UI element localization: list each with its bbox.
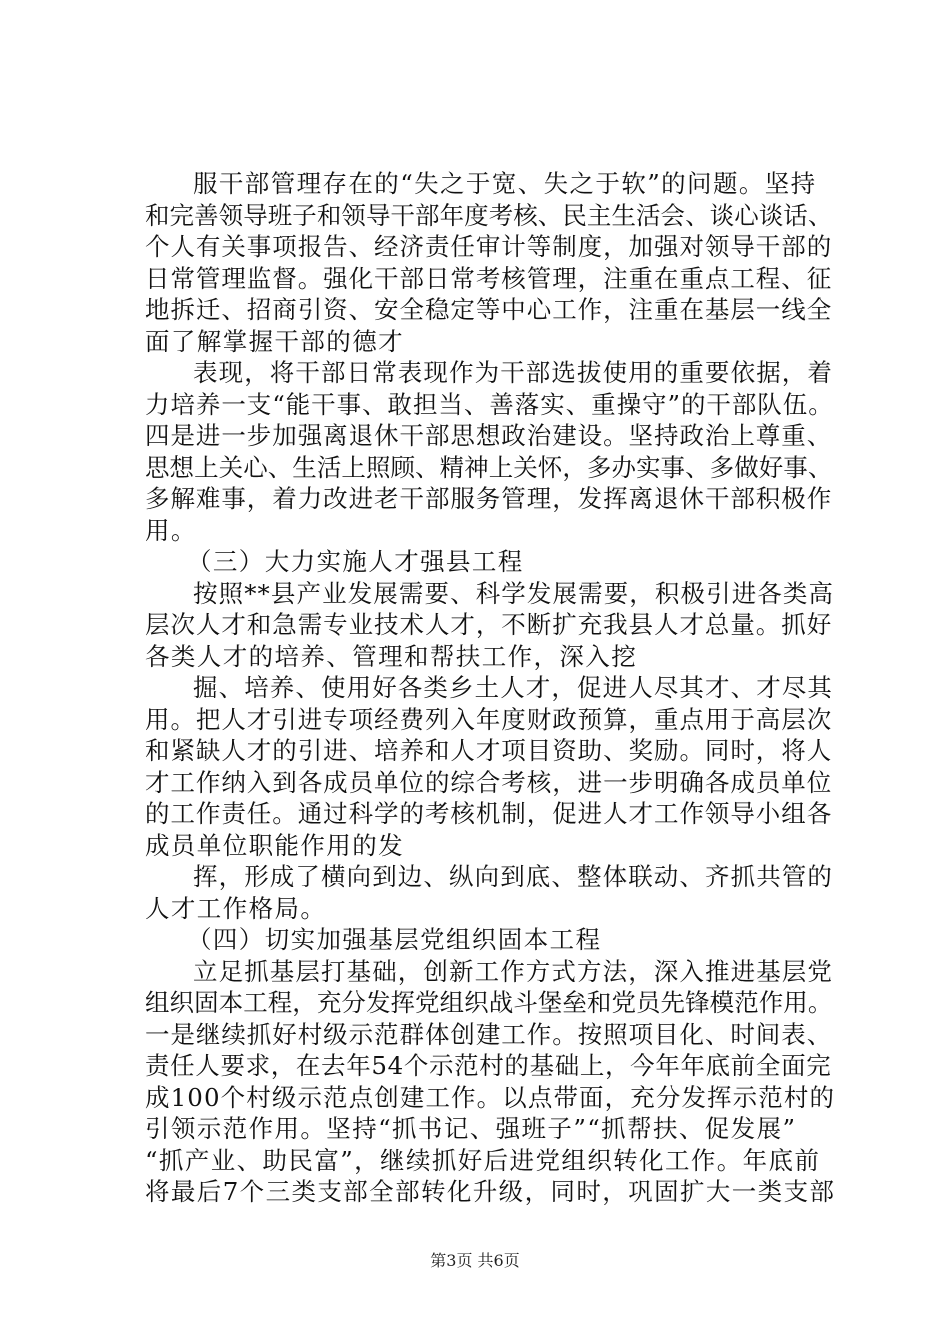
text-line: 日常管理监督。强化干部日常考核管理，注重在重点工程、征: [145, 263, 833, 293]
text-line: 多解难事，着力改进老干部服务管理，发挥离退休干部积极作: [145, 484, 833, 513]
text-line: 地拆迁、招商引资、安全稳定等中心工作，注重在基层一线全: [145, 295, 833, 324]
text-line: 成100个村级示范点创建工作。以点带面，充分发挥示范村的: [145, 1082, 836, 1112]
page-footer: 第3页 共6页: [430, 1251, 520, 1270]
text-line: 才工作纳入到各成员单位的综合考核，进一步明确各成员单位: [145, 767, 833, 797]
text-line: 按照**县产业发展需要、科学发展需要，积极引进各类高: [193, 578, 835, 608]
text-line: 一是继续抓好村级示范群体创建工作。按照项目化、时间表、: [145, 1019, 833, 1049]
text-line: 表现，将干部日常表现作为干部选拔使用的重要依据，着: [193, 358, 833, 387]
text-line: 的工作责任。通过科学的考核机制，促进人才工作领导小组各: [145, 799, 833, 828]
text-line: 面了解掌握干部的德才: [145, 326, 404, 356]
text-line: 服干部管理存在的“失之于宽、失之于软”的问题。坚持: [193, 169, 817, 198]
text-line: 立足抓基层打基础，创新工作方式方法，深入推进基层党: [193, 956, 833, 986]
text-line: 思想上关心、生活上照顾、精神上关怀，多办实事、多做好事、: [145, 452, 833, 482]
section-heading: （四）切实加强基层党组织固本工程: [187, 925, 602, 954]
text-line: 四是进一步加强离退休干部思想政治建设。坚持政治上尊重、: [145, 421, 833, 450]
text-line: 力培养一支“能干事、敢担当、善落实、重操守”的干部队伍。: [145, 389, 834, 419]
text-line: 将最后7个三类支部全部转化升级，同时，巩固扩大一类支部: [145, 1177, 836, 1206]
section-heading: （三）大力实施人才强县工程: [187, 547, 524, 576]
text-line: 和完善领导班子和领导干部年度考核、民主生活会、谈心谈话、: [145, 200, 833, 230]
text-line: 引领示范作用。坚持“抓书记、强班子”“抓帮扶、促发展”: [145, 1114, 797, 1143]
text-line: 用。: [145, 515, 197, 545]
text-line: 层次人才和急需专业技术人才，不断扩充我县人才总量。抓好: [145, 610, 833, 639]
text-line: 掘、培养、使用好各类乡土人才，促进人尽其才、才尽其: [193, 673, 833, 702]
text-line: 各类人才的培养、管理和帮扶工作，深入挖: [145, 641, 638, 671]
text-line: 人才工作格局。: [145, 893, 327, 923]
text-line: “抓产业、助民富”，继续抓好后进党组织转化工作。年底前: [145, 1145, 821, 1175]
text-line: 责任人要求，在去年54个示范村的基础上，今年年底前全面完: [145, 1051, 832, 1080]
text-line: 挥，形成了横向到边、纵向到底、整体联动、齐抓共管的: [193, 862, 833, 891]
text-line: 用。把人才引进专项经费列入年度财政预算，重点用于高层次: [145, 704, 833, 734]
text-line: 个人有关事项报告、经济责任审计等制度，加强对领导干部的: [145, 232, 833, 261]
text-line: 成员单位职能作用的发: [145, 830, 404, 860]
document-body: [145, 168, 835, 1208]
text-line: 组织固本工程，充分发挥党组织战斗堡垒和党员先锋模范作用。: [145, 988, 833, 1017]
text-line: 和紧缺人才的引进、培养和人才项目资助、奖励。同时，将人: [145, 736, 833, 765]
